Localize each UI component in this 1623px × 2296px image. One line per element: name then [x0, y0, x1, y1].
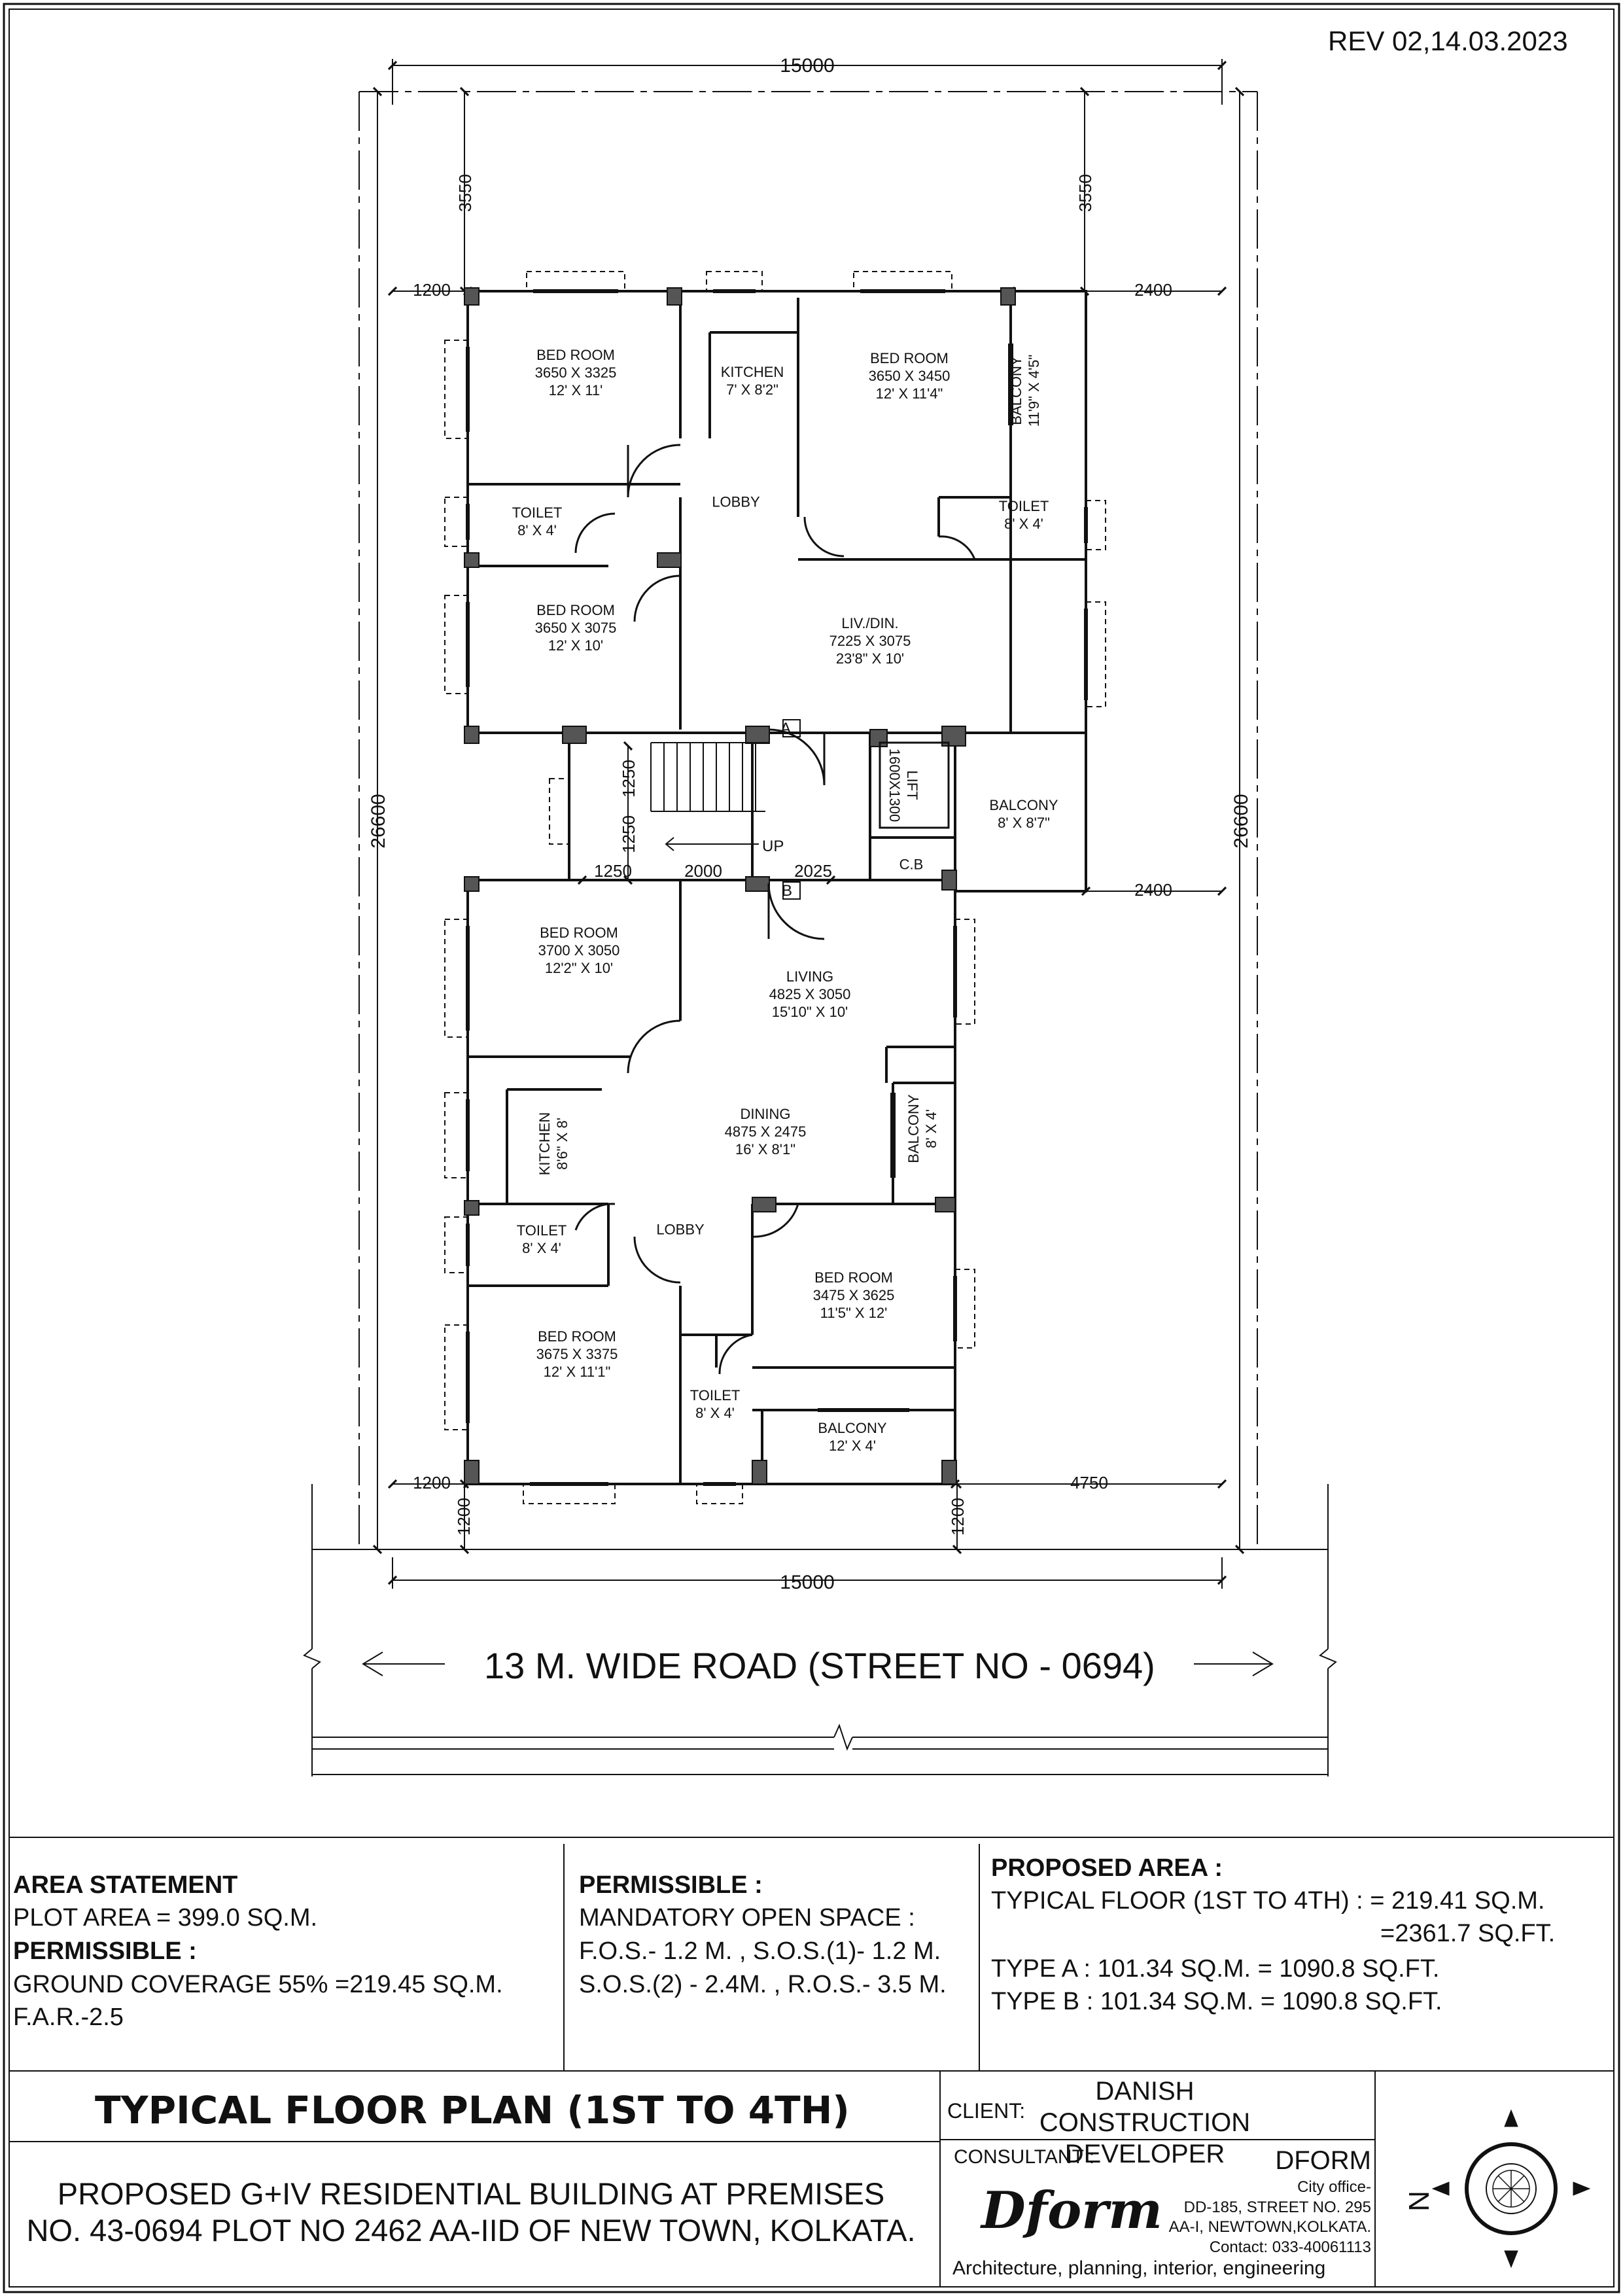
- dim-side-2400-top: 2400: [1134, 280, 1172, 300]
- room-name: TOILET: [512, 504, 563, 521]
- road-label: 13 M. WIDE ROAD (STREET NO - 0694): [484, 1645, 1155, 1686]
- room-size-ft: 11'5" X 12': [820, 1304, 888, 1321]
- room-label: [690, 1387, 741, 1422]
- dim-stair-2000: 2000: [684, 861, 722, 881]
- room-size-mm: 3700 X 3050: [538, 942, 620, 959]
- open-space-line-1: F.O.S.- 1.2 M. , S.O.S.(1)- 1.2 M.: [579, 1937, 941, 1965]
- permissible-heading: PERMISSIBLE :: [579, 1871, 763, 1899]
- room-name: BED ROOM: [538, 1328, 616, 1345]
- typical-floor-area: TYPICAL FLOOR (1ST TO 4TH) : = 219.41 SQ.M.: [991, 1887, 1545, 1915]
- room-size-ft: 15'10" X 10': [771, 1003, 848, 1020]
- drawing-title: TYPICAL FLOOR PLAN (1ST TO 4TH): [95, 2088, 850, 2132]
- permissible-heading-left: PERMISSIBLE :: [13, 1937, 197, 1965]
- mandatory-open-space: MANDATORY OPEN SPACE :: [579, 1904, 915, 1932]
- room-size-mm: 4825 X 3050: [769, 985, 851, 1002]
- unit-b-marker: B: [782, 882, 793, 900]
- room-name: BALCONY: [905, 1094, 922, 1163]
- room-name: TOILET: [689, 1387, 741, 1404]
- dim-stair-1250-a: 1250: [594, 861, 632, 881]
- room-name: KITCHEN: [536, 1112, 553, 1176]
- revision-label: REV 02,14.03.2023: [1328, 26, 1568, 56]
- dim-stair-2025: 2025: [794, 861, 832, 881]
- plot-boundary: [312, 92, 1328, 1549]
- room-size-mm: 3650 X 3075: [534, 619, 617, 636]
- dform-logo: Dform: [981, 2181, 1162, 2240]
- doors: [576, 445, 975, 1374]
- client-name: DANISH CONSTRUCTION DEVELOPER: [1039, 2077, 1251, 2168]
- room-name: LIVING: [786, 968, 834, 985]
- room-size-ft: 8' X 4': [923, 1109, 939, 1148]
- far-value: F.A.R.-2.5: [13, 2004, 124, 2031]
- room-size-ft: 12'2" X 10': [544, 959, 614, 976]
- dim-side-1200-bottom: 1200: [413, 1473, 451, 1492]
- room-size-mm: 3650 X 3325: [534, 364, 617, 381]
- dimension-lines: [377, 59, 1240, 1589]
- room-label: [656, 1222, 704, 1239]
- room-label: [818, 1420, 886, 1455]
- dim-plot-width-bottom: 15000: [780, 1572, 835, 1593]
- room-label: [535, 347, 617, 399]
- room-size-mm: 7225 X 3075: [829, 632, 911, 649]
- room-name: BED ROOM: [536, 346, 615, 363]
- north-arrow-icon: [1403, 2110, 1590, 2267]
- room-size-ft: 7' X 8'2": [726, 381, 778, 398]
- dim-plot-depth-right: 26600: [1230, 794, 1252, 849]
- room-name: BALCONY: [1008, 356, 1025, 425]
- room-label: [517, 1222, 567, 1258]
- room-label: [535, 602, 617, 654]
- room-size-ft: 12' X 4': [828, 1438, 876, 1454]
- room-label: [869, 350, 951, 402]
- room-size-ft: 8' X 4': [695, 1405, 735, 1421]
- ground-coverage: GROUND COVERAGE 55% =219.45 SQ.M.: [13, 1971, 503, 1998]
- north-letter: N: [1403, 2191, 1435, 2212]
- dim-rear-1200-left: 1200: [454, 1498, 474, 1536]
- room-name: TOILET: [998, 498, 1049, 515]
- room-label: [712, 494, 759, 512]
- room-label: [538, 925, 620, 977]
- room-size-ft: 8' X 4': [522, 1240, 561, 1256]
- office-line: Contact: 033-40061113: [1209, 2238, 1371, 2257]
- room-size-ft: 16' X 8'1": [735, 1140, 796, 1157]
- room-name: LIV./DIN.: [841, 614, 899, 631]
- room-label: [536, 1112, 572, 1176]
- room-name: LOBBY: [712, 493, 760, 510]
- room-name: KITCHEN: [720, 364, 784, 381]
- room-label: [1008, 355, 1043, 427]
- office-line: City office-: [1297, 2178, 1371, 2196]
- room-size-mm: 4875 X 2475: [724, 1123, 807, 1140]
- room-size-mm: 3675 X 3375: [536, 1345, 618, 1362]
- unit-a-marker: A: [780, 720, 792, 737]
- dim-rear-4750: 4750: [1070, 1473, 1108, 1492]
- dim-side-2400-mid: 2400: [1134, 880, 1172, 900]
- room-name: BALCONY: [989, 797, 1058, 814]
- room-size-mm: 1600X1300: [886, 748, 903, 822]
- type-a-area: TYPE A : 101.34 SQ.M. = 1090.8 SQ.FT.: [991, 1955, 1440, 1983]
- room-size-mm: 3650 X 3450: [868, 367, 951, 384]
- room-size-ft: 12' X 11'1": [543, 1363, 611, 1380]
- consultant-name: DFORM: [1275, 2146, 1371, 2175]
- room-name: BED ROOM: [814, 1269, 893, 1286]
- project-description: PROPOSED G+IV RESIDENTIAL BUILDING AT PREMISES NO. 43-0694 PLOT NO 2462 AA-IID OF NEW TOWN, KOLKATA.: [26, 2176, 916, 2248]
- client-label: CLIENT:: [947, 2099, 1026, 2123]
- room-name: LIFT: [903, 770, 920, 800]
- consultant-tagline: Architecture, planning, interior, engineering: [952, 2257, 1326, 2279]
- room-size-ft: 8' X 4': [1004, 516, 1043, 532]
- room-label: [725, 1106, 807, 1158]
- room-size-ft: 12' X 10': [548, 637, 604, 654]
- dim-stair-1250-c: 1250: [619, 815, 638, 853]
- room-size-mm: 3475 X 3625: [812, 1286, 895, 1303]
- room-label: [536, 1328, 618, 1381]
- room-size-ft: 23'8" X 10': [835, 650, 905, 667]
- stair: [651, 720, 800, 899]
- columns: [464, 288, 1015, 1484]
- room-name: BALCONY: [818, 1420, 887, 1437]
- dim-plot-width-top: 15000: [780, 55, 835, 77]
- office-line: AA-I, NEWTOWN,KOLKATA.: [1168, 2218, 1371, 2236]
- office-address: [1169, 2178, 1371, 2258]
- dim-rear-1200-right: 1200: [948, 1498, 968, 1536]
- windows: [445, 272, 1106, 1504]
- room-size-ft: 12' X 11': [548, 381, 603, 398]
- room-label: [512, 504, 563, 540]
- typical-floor-sqft: =2361.7 SQ.FT.: [1380, 1920, 1556, 1947]
- dim-plot-depth-left: 26600: [368, 794, 389, 849]
- room-name: DINING: [740, 1105, 791, 1122]
- room-name: BED ROOM: [870, 349, 949, 366]
- room-name: C.B: [899, 856, 924, 873]
- room-label: [721, 364, 784, 399]
- room-name: BED ROOM: [536, 601, 615, 618]
- dimension-texts: [368, 55, 1252, 1593]
- room-label: [829, 615, 911, 667]
- office-line: DD-185, STREET NO. 295: [1183, 2198, 1371, 2216]
- stair-up-label: UP: [762, 838, 784, 855]
- room-name: LOBBY: [656, 1221, 705, 1238]
- room-size-ft: 8'6" X 8': [554, 1118, 570, 1170]
- room-label: [885, 749, 920, 822]
- room-label: [999, 498, 1049, 533]
- room-label: [813, 1269, 895, 1322]
- room-name: TOILET: [516, 1222, 567, 1239]
- room-size-ft: 8' X 8'7": [998, 815, 1050, 831]
- room-label: [905, 1094, 941, 1163]
- room-size-ft: 12' X 11'4": [875, 385, 943, 402]
- plot-area: PLOT AREA = 399.0 SQ.M.: [13, 1904, 318, 1932]
- open-space-line-2: S.O.S.(2) - 2.4M. , R.O.S.- 3.5 M.: [579, 1971, 947, 1998]
- room-label: [899, 857, 924, 874]
- type-b-area: TYPE B : 101.34 SQ.M. = 1090.8 SQ.FT.: [991, 1988, 1442, 2015]
- walls: [468, 291, 1086, 1484]
- room-name: BED ROOM: [540, 924, 618, 941]
- dim-stair-1250-b: 1250: [619, 760, 638, 798]
- dim-front-setback-left: 3550: [455, 174, 475, 212]
- room-label: [989, 797, 1058, 832]
- dim-front-setback-right: 3550: [1075, 174, 1095, 212]
- room-size-ft: 8' X 4': [517, 522, 557, 539]
- consultant-label: CONSULTANT :: [954, 2146, 1095, 2168]
- room-label: [769, 968, 851, 1021]
- room-size-ft: 11'9" X 4'5": [1026, 354, 1042, 427]
- dim-side-1200-top: 1200: [413, 280, 451, 300]
- proposed-area-heading: PROPOSED AREA :: [991, 1854, 1223, 1882]
- area-statement-heading: AREA STATEMENT: [13, 1871, 238, 1899]
